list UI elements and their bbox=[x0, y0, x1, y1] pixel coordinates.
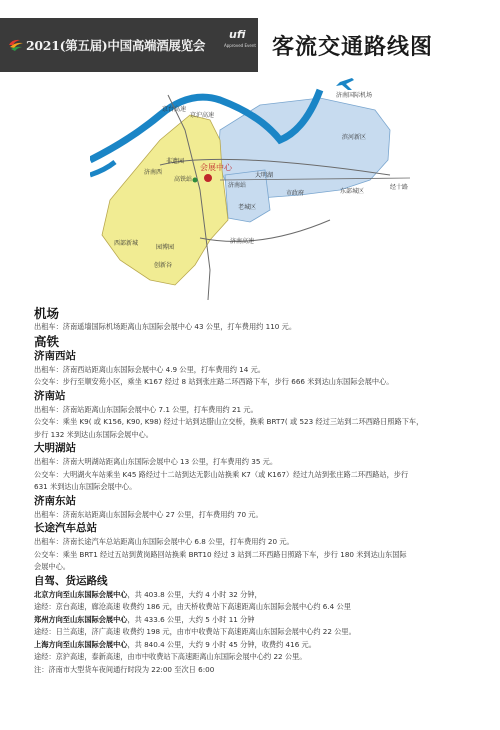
route-title bbox=[34, 614, 474, 627]
route-title bbox=[34, 589, 474, 602]
bus-station-taxi: 出租车：济南长途汽车总站距离山东国际会展中心 6.8 公里，打车费用约 20 元。 bbox=[34, 537, 294, 546]
driving-heading: 自驾、货运路线 bbox=[34, 574, 108, 587]
route-title-text: 上海方向至山东国际会展中心 bbox=[34, 639, 128, 649]
airplane-icon bbox=[336, 78, 354, 90]
map-graphic bbox=[90, 70, 420, 300]
map-label-jinan-west: 济南西 bbox=[144, 169, 163, 176]
map-label-jingshi: 经十路 bbox=[390, 184, 409, 191]
station-bus-cont: 步行 132 米到达山东国际会展中心。 bbox=[34, 429, 153, 439]
truck-note: 注：济南市大型货车夜间通行时段为 22:00 至次日 6:00 bbox=[34, 664, 215, 674]
station-taxi: 出租车：济南站距离山东国际会展中心 7.1 公里，打车费用约 21 元。 bbox=[34, 404, 258, 414]
map-label-park: 园博园 bbox=[156, 244, 175, 251]
map-label-jinghu: 京沪高速 bbox=[190, 112, 215, 119]
page-title: 客流交通路线图 bbox=[272, 35, 434, 60]
ufi-logo bbox=[221, 28, 255, 62]
route-title-text: 北京方向至山东国际会展中心 bbox=[34, 589, 128, 599]
map-label-city-gov: 市政府 bbox=[286, 190, 305, 197]
route-info bbox=[34, 306, 474, 676]
map-label-jinan-station: 济南站 bbox=[228, 182, 247, 189]
map-label-feiyue: 非遗园 bbox=[166, 158, 185, 165]
station-name: 济南站 bbox=[34, 389, 66, 402]
station-name: 大明湖站 bbox=[34, 442, 76, 454]
ufi-logo-text: ufi bbox=[229, 28, 246, 41]
station-taxi: 出租车：济南西站距离山东国际会展中心 4.9 公里，打车费用约 14 元。 bbox=[34, 364, 265, 374]
station-bus: 公交车：乘坐 K9( 或 K156, K90, K98) 经过十站到达腊山立交桥，换乘 BRT7( 或 523 经过三站到二环西路日照路下车， bbox=[34, 417, 424, 426]
event-title: 2021(第五届)中国高端酒展览会 bbox=[26, 38, 206, 53]
bus-station-name: 长途汽车总站 bbox=[34, 522, 97, 534]
station-bus-cont: 631 米到达山东国际会展中心。 bbox=[34, 482, 137, 491]
station-bus: 公交车：大明湖火车站乘坐 K45 路经过十二站到达无影山站换乘 K7（或 K167）经过九站到张庄路二环西路站，步行 bbox=[34, 469, 409, 479]
traffic-route-map bbox=[90, 70, 420, 300]
route-path: 途经：京沪高速，泰新高速，由市中收费站下高速距离山东国际会展中心约 22 公里。 bbox=[34, 652, 307, 661]
airport-taxi: 出租车：济南遥墙国际机场距离山东国际会展中心 43 公里，打车费用约 110 元。 bbox=[34, 322, 297, 331]
route-path: 途经：日兰高速，济广高速 收费约 198 元，由市中收费站下高速距离山东国际会展中心约 22 公里。 bbox=[34, 627, 356, 636]
map-label-innovation: 创新谷 bbox=[154, 262, 173, 269]
rail-heading: 高铁 bbox=[34, 333, 60, 349]
station-taxi: 出租车：济南东站距离山东国际会展中心 27 公里，打车费用约 70 元。 bbox=[34, 509, 263, 519]
airport-heading: 机场 bbox=[34, 306, 60, 321]
station-name: 济南东站 bbox=[34, 494, 76, 507]
map-label-old-city: 老城区 bbox=[238, 204, 257, 211]
route-title-text: 郑州方向至山东国际会展中心 bbox=[34, 614, 128, 624]
map-label-airport: 济南国际机场 bbox=[336, 92, 373, 99]
station-taxi: 出租车：济南大明湖站距离山东国际会展中心 13 公里，打车费用约 35 元。 bbox=[34, 457, 278, 466]
rail-station-marker bbox=[193, 178, 198, 183]
map-label-west-city: 西部新城 bbox=[114, 240, 139, 247]
map-label-binhe: 滨河新区 bbox=[342, 134, 367, 141]
route-summary: ，共 403.8 公里，大约 4 小时 32 分钟， bbox=[127, 589, 262, 599]
bus-station-bus: 公交车：乘坐 BRT1 经过五站到黄岗路回站换乘 BRT10 经过 3 站到二环西路日照路下车，步行 180 米到达山东国际 bbox=[34, 549, 407, 559]
map-label-jingtai: 京台高速 bbox=[162, 106, 187, 113]
bus-station-bus-cont: 会展中心。 bbox=[34, 562, 70, 571]
map-label-daming-lake: 大明湖 bbox=[255, 172, 274, 179]
map-label-expo: 会展中心 bbox=[200, 163, 232, 172]
expo-center-marker bbox=[204, 174, 212, 182]
route-summary: ，共 840.4 公里，大约 9 小时 45 分钟，收费约 416 元。 bbox=[127, 639, 316, 649]
ufi-subtitle: Approved Event bbox=[224, 43, 256, 48]
map-label-rail: 高铁站 bbox=[174, 176, 193, 183]
route-summary: ，共 433.6 公里，大约 5 小时 11 分钟 bbox=[127, 614, 255, 624]
map-label-jinan-ring: 济南高速 bbox=[230, 238, 255, 245]
colorful-swirl-logo-icon bbox=[8, 36, 24, 52]
station-bus: 公交车：步行至顺安苑小区，乘坐 K167 经过 8 站到张庄路二环西路下车，步行 666 米到达山东国际会展中心。 bbox=[34, 377, 394, 386]
event-banner bbox=[0, 18, 258, 72]
map-label-east-district: 东部城区 bbox=[340, 188, 365, 195]
station-name: 济南西站 bbox=[34, 349, 76, 362]
header-banner bbox=[0, 18, 500, 72]
river-tail bbox=[90, 162, 115, 175]
route-title bbox=[34, 639, 474, 652]
route-path: 途经：京台高速，廊沧高速 收费约 186 元，由天桥收费站下高速距离山东国际会展中心约 6.4 公里 bbox=[34, 602, 351, 611]
